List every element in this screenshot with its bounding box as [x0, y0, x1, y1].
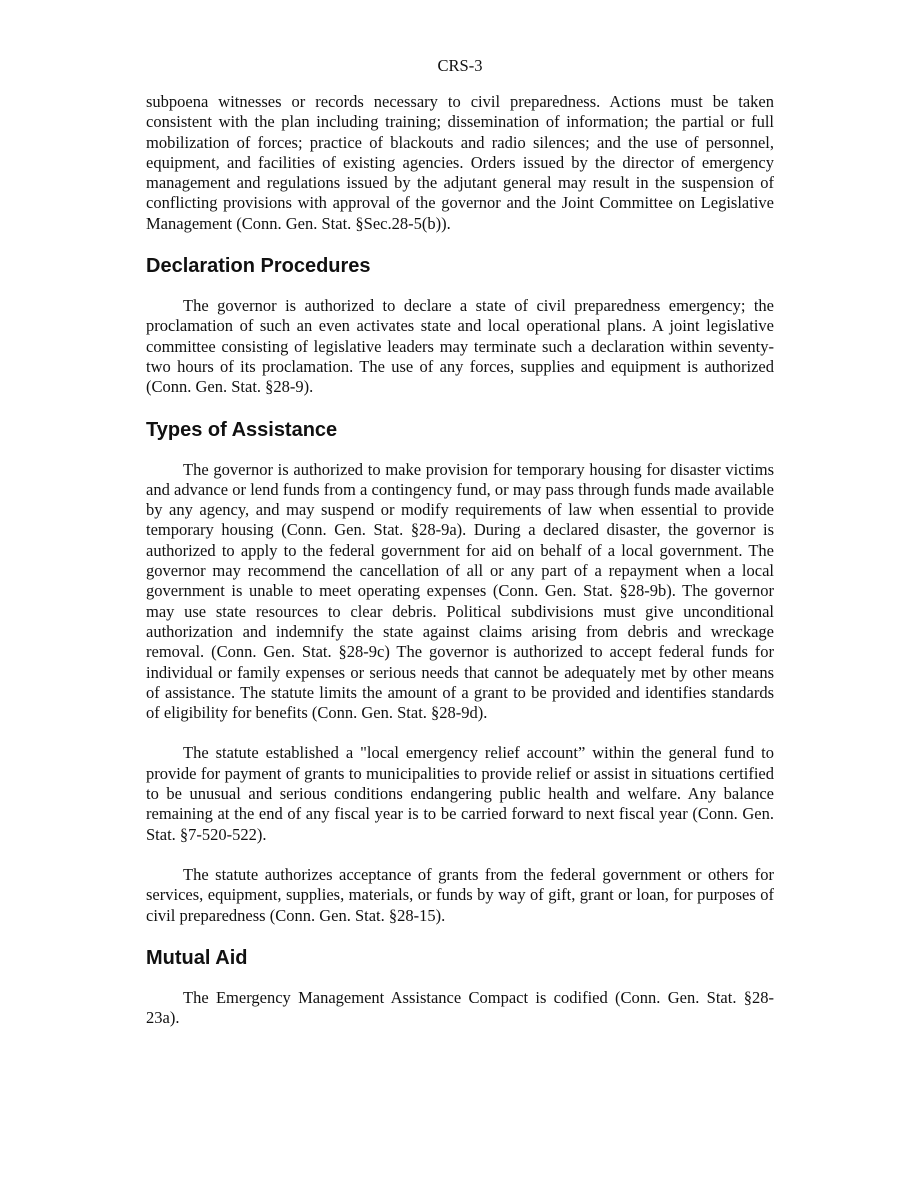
declaration-paragraph: The governor is authorized to declare a state of civil preparedness emergency; the proclamation of such an even activates state and local operational plans. A joint legislative committee consisting of legislative leaders may terminate such a declaration within seventy-two hours of its proclamation. The use of any forces, supplies and equipment is authorized (Conn. Gen. Stat. §28-9). [146, 296, 774, 397]
assistance-paragraph-2: The statute established a "local emergency relief account” within the general fund to provide for payment of grants to municipalities to provide relief or assist in situations certified to be unusual and serious conditions endangering public health and welfare. Any balance remaining at the end of any fiscal year is to be carried forward to next fiscal year (Conn. Gen. Stat. §7-520-522). [146, 743, 774, 844]
section-heading-declaration-procedures: Declaration Procedures [146, 255, 371, 278]
section-heading-types-of-assistance: Types of Assistance [146, 418, 338, 441]
page-header: CRS-3 [437, 56, 483, 75]
assistance-paragraph-1: The governor is authorized to make provision for temporary housing for disaster victims and advance or lend funds from a contingency fund, or may pass through funds made available by any agency, and may suspend or modify requirements of law when essential to provide temporary housing (Conn. Gen. Stat. §28-9a). During a declared disaster, the governor is authorized to apply to the federal government for aid on behalf of a local government. The governor may recommend the cancellation of all or any part of a repayment when a local government is unable to meet operating expenses (Conn. Gen. Stat. §28-9b). The governor may use state resources to clear debris. Political subdivisions must give unconditional authorization and indemnify the state against claims arising from debris and wreckage removal. (Conn. Gen. Stat. §28-9c) The governor is authorized to accept federal funds for individual or family expenses or serious needs that cannot be adequately met by other means of assistance. The statute limits the amount of a grant to be provided and identifies standards of eligibility for benefits (Conn. Gen. Stat. §28-9d). [146, 459, 774, 723]
mutual-aid-paragraph: The Emergency Management Assistance Compact is codified (Conn. Gen. Stat. §28-23a). [146, 987, 774, 1028]
intro-paragraph: subpoena witnesses or records necessary to civil preparedness. Actions must be taken consistent with the plan including training; dissemination of information; the partial or full mobilization of forces; practice of blackouts and radio silences; and the use of personnel, equipment, and facilities of existing agencies. Orders issued by the director of emergency management and regulations issued by the adjutant general may result in the suspension of conflicting provisions with approval of the governor and the Joint Committee on Legislative Management (Conn. Gen. Stat. §Sec.28-5(b)). [146, 92, 774, 233]
document-page [146, 0, 774, 1028]
section-heading-mutual-aid: Mutual Aid [146, 946, 248, 969]
assistance-paragraph-3: The statute authorizes acceptance of grants from the federal government or others for services, equipment, supplies, materials, or funds by way of gift, grant or loan, for purposes of civil preparedness (Conn. Gen. Stat. §28-15). [146, 864, 774, 925]
